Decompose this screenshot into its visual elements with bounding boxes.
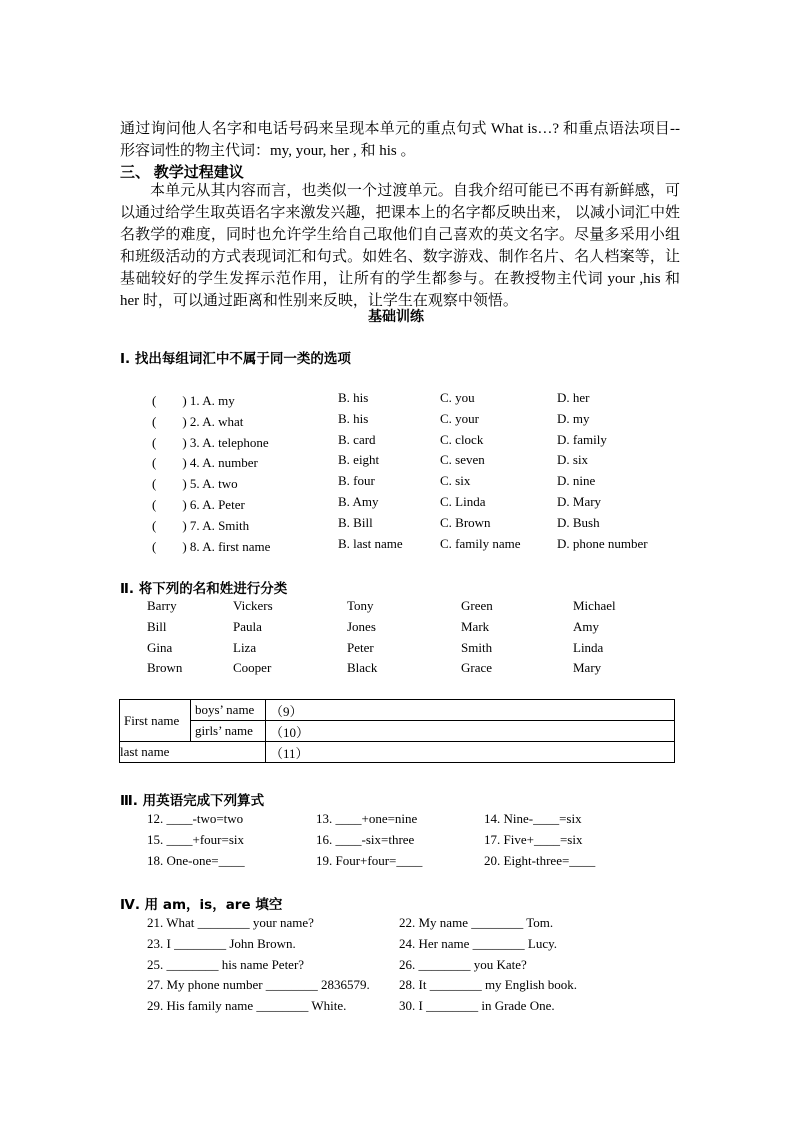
name-word: Cooper <box>233 660 272 676</box>
section3-title: Ⅲ. 用英语完成下列算式 <box>120 793 265 809</box>
section4-title: Ⅳ. 用 am，is，are 填空 <box>120 897 283 913</box>
fill-in-item[interactable]: 21. What ________ your name? <box>147 915 314 930</box>
equation-item[interactable]: 17. Five+____=six <box>484 831 583 847</box>
name-word: Smith <box>461 639 493 655</box>
option-c: C. clock <box>440 431 484 447</box>
name-word: Peter <box>347 639 374 655</box>
fill-in-item[interactable]: 29. His family name ________ White. <box>147 998 347 1014</box>
question-stem: ( ) 8. A. first name <box>152 538 271 554</box>
question-stem: ( ) 7. A. Smith <box>152 517 250 533</box>
fill-in-item[interactable]: 23. I ________ John Brown. <box>147 935 296 951</box>
fill-in-item[interactable]: 28. It ________ my English book. <box>399 977 578 993</box>
option-d: D. my <box>557 410 590 426</box>
option-c: C. Linda <box>440 494 486 509</box>
name-word: Amy <box>573 618 599 634</box>
equation-item[interactable]: 19. Four+four=____ <box>316 852 423 868</box>
name-word: Linda <box>573 639 604 655</box>
option-d: D. Bush <box>557 514 600 530</box>
intro-line: 通过询问他人名字和电话号码来呈现本单元的重点句式 What is…? 和重点语法项目--形容词性的物主代词：my, your, her , 和 his 。 <box>120 121 680 159</box>
name-word: Barry <box>147 598 177 613</box>
fill-in-item[interactable]: 24. Her name ________ Lucy. <box>399 935 558 951</box>
question-stem: ( ) 6. A. Peter <box>152 497 245 512</box>
equation-item[interactable]: 20. Eight-three=____ <box>484 852 596 868</box>
option-b: B. his <box>338 410 369 426</box>
option-c: C. you <box>440 390 475 405</box>
name-word: Vickers <box>233 598 273 613</box>
girls-blank[interactable]: （10） <box>266 721 675 742</box>
fill-in-item[interactable]: 27. My phone number ________ 2836579. <box>147 977 370 993</box>
section-heading: 三、 教学过程建议 <box>120 165 244 181</box>
last-name-cell: last name <box>120 742 266 763</box>
equation-item[interactable]: 16. ____-six=three <box>316 831 415 847</box>
option-c: C. family name <box>440 535 521 551</box>
name-word: Mark <box>461 618 490 634</box>
training-title: 基础训练 <box>368 310 424 325</box>
name-word: Paula <box>233 618 262 634</box>
option-c: C. seven <box>440 452 485 468</box>
option-d: D. nine <box>557 473 596 489</box>
equation-item[interactable]: 14. Nine-____=six <box>484 811 582 826</box>
fill-in-item[interactable]: 25. ________ his name Peter? <box>147 956 305 972</box>
boys-name-cell: boys’ name <box>191 700 266 721</box>
name-word: Tony <box>347 598 374 613</box>
equation-item[interactable]: 15. ____+four=six <box>147 831 244 847</box>
option-b: B. Amy <box>338 494 379 509</box>
fill-in-item[interactable]: 26. ________ you Kate? <box>399 956 527 972</box>
last-blank[interactable]: （11） <box>266 742 675 763</box>
section2-title: Ⅱ. 将下列的名和姓进行分类 <box>120 581 288 597</box>
name-word: Michael <box>573 598 616 613</box>
option-b: B. Bill <box>338 514 373 530</box>
name-word: Brown <box>147 660 183 676</box>
option-d: D. family <box>557 431 607 447</box>
equation-item[interactable]: 12. ____-two=two <box>147 811 244 826</box>
option-b: B. last name <box>338 535 403 551</box>
option-d: D. her <box>557 390 590 405</box>
intro-paragraph: 本单元从其内容而言，也类似一个过渡单元。自我介绍可能已不再有新鲜感，可以通过给学生取英语名字来激发兴趣，把课本上的名字都反映出来， 以减小词汇中姓名教学的难度，同时也允许学生给自己取他们自己喜欢的英文名字。尽量多采用小组和班级活动的方式表现词汇和句式。如姓名、数字游戏、制作名片、名人档案等，让基础较好的学生发挥示范作用，让所有的学生都参与。在教授物主代词 your ,his 和 her 时，可以通过距离和性别来反映，让学生在观察中领悟。 <box>120 183 680 309</box>
option-b: B. his <box>338 390 369 405</box>
option-c: C. Brown <box>440 514 491 530</box>
equation-item[interactable]: 18. One-one=____ <box>147 852 245 868</box>
question-stem: ( ) 5. A. two <box>152 476 238 492</box>
option-b: B. card <box>338 431 376 447</box>
option-c: C. your <box>440 410 479 426</box>
classification-table <box>119 699 675 763</box>
name-word: Black <box>347 660 378 676</box>
question-stem: ( ) 3. A. telephone <box>152 434 269 450</box>
option-d: D. six <box>557 452 589 468</box>
question-stem: ( ) 1. A. my <box>152 393 235 408</box>
question-stem: ( ) 4. A. number <box>152 455 258 471</box>
name-word: Bill <box>147 618 167 634</box>
name-word: Grace <box>461 660 493 676</box>
option-d: D. phone number <box>557 535 648 551</box>
question-stem: ( ) 2. A. what <box>152 413 244 429</box>
boys-blank[interactable]: （9） <box>266 700 675 721</box>
option-b: B. four <box>338 473 375 489</box>
fill-in-item[interactable]: 22. My name ________ Tom. <box>399 915 554 930</box>
equation-item[interactable]: 13. ____+one=nine <box>316 811 418 826</box>
name-word: Gina <box>147 639 173 655</box>
name-word: Mary <box>573 660 602 676</box>
name-word: Liza <box>233 639 257 655</box>
name-word: Green <box>461 598 493 613</box>
fill-in-item[interactable]: 30. I ________ in Grade One. <box>399 998 555 1014</box>
option-d: D. Mary <box>557 494 602 509</box>
option-b: B. eight <box>338 452 380 468</box>
section1-title: Ⅰ. 找出每组词汇中不属于同一类的选项 <box>120 351 351 367</box>
first-name-cell: First name <box>120 700 191 742</box>
name-word: Jones <box>347 618 376 634</box>
girls-name-cell: girls’ name <box>191 721 266 742</box>
option-c: C. six <box>440 473 471 489</box>
